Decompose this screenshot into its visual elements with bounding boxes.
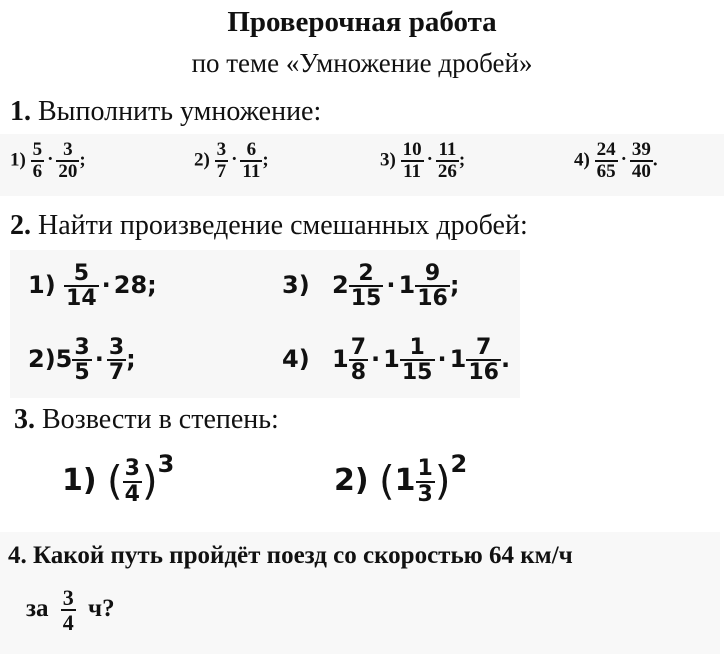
- task-1-number: 1.: [10, 96, 31, 127]
- multiply-dot: ·: [101, 271, 111, 300]
- fraction: $\frac{7}{16}$: [468, 335, 499, 386]
- item-label: 4): [574, 149, 590, 171]
- task-2-item-4: 4) 1 $\frac{7}{8}$ · 1 $\frac{1}{15}$ · 1 $\frac{7}{16}$ .: [282, 335, 511, 386]
- task-1-item-2: 2) $\frac{3}{7}$ · $\frac{6}{11}$ ;: [194, 139, 269, 182]
- fraction: $\frac{3}{4}$: [124, 456, 140, 507]
- task-3-text: Возвести в степень:: [42, 404, 279, 435]
- item-label: 3): [282, 271, 310, 300]
- task-1-item-1: 1) $\frac{5}{6}$ · $\frac{3}{20}$ ;: [10, 139, 86, 182]
- fraction: $\frac{3}{5}$: [74, 335, 90, 386]
- task-4-suffix: ч?: [88, 594, 115, 622]
- multiply-dot: ·: [437, 345, 447, 374]
- task-3-heading: [14, 404, 279, 436]
- fraction: $\frac{6}{11}$: [242, 139, 261, 182]
- fraction: $\frac{1}{3}$: [417, 456, 433, 507]
- task-2-number: 2.: [10, 210, 31, 241]
- task-1-text: Выполнить умножение:: [38, 96, 322, 127]
- task-2-text: Найти произведение смешанных дробей:: [38, 210, 528, 241]
- fraction: $\frac{7}{8}$: [350, 335, 367, 386]
- item-label: 1): [10, 149, 26, 171]
- fraction: $\frac{5}{14}$: [66, 261, 97, 312]
- exponent: 3: [157, 450, 175, 478]
- task-4-prefix: за: [26, 594, 49, 622]
- multiply-dot: ·: [426, 149, 433, 171]
- fraction: $\frac{3}{20}$: [58, 139, 78, 182]
- multiply-dot: ·: [231, 149, 238, 171]
- task-1-item-4: 4) $\frac{24}{65}$ · $\frac{39}{40}$ .: [574, 139, 658, 182]
- fraction: $\frac{3}{7}$: [216, 139, 227, 182]
- fraction: $\frac{3}{4}$: [62, 585, 74, 636]
- task-2-heading: [10, 210, 528, 242]
- item-label: 4): [282, 345, 310, 374]
- fraction: $\frac{2}{15}$: [350, 261, 382, 312]
- page-subtitle: по теме «Умножение дробей»: [191, 48, 533, 78]
- task-2-item-1: 1) $\frac{5}{14}$ · 28;: [28, 261, 157, 312]
- task-1-item-3: 3) $\frac{10}{11}$ · $\frac{11}{26}$ ;: [380, 139, 466, 182]
- fraction: $\frac{5}{6}$: [32, 139, 43, 182]
- fraction: $\frac{39}{40}$: [631, 139, 651, 182]
- task-4-line-2: [26, 586, 115, 634]
- fraction: $\frac{3}{7}$: [108, 335, 125, 386]
- multiply-dot: ·: [620, 149, 627, 171]
- multiply-dot: ·: [94, 345, 104, 374]
- fraction: $\frac{9}{16}$: [417, 261, 448, 312]
- fraction: $\frac{24}{65}$: [596, 139, 616, 182]
- item-label: 2): [194, 149, 210, 171]
- multiply-dot: ·: [47, 149, 54, 171]
- multiply-dot: ·: [371, 345, 381, 374]
- item-label: 2): [334, 463, 369, 498]
- task-2-item-3: 3) 2 $\frac{2}{15}$ · 1 $\frac{9}{16}$ ;: [282, 261, 460, 312]
- task-2-item-2: 2)5 $\frac{3}{5}$ · $\frac{3}{7}$ ;: [28, 335, 136, 386]
- task-4-number: 4.: [8, 542, 27, 569]
- multiply-dot: ·: [386, 271, 396, 300]
- fraction: $\frac{1}{15}$: [401, 335, 433, 386]
- task-4-line-1: [8, 542, 573, 570]
- item-label: 2): [28, 345, 56, 374]
- task-3-item-1: 1) ( $\frac{3}{4}$ )$^3$: [62, 450, 175, 507]
- task-4-text: Какой путь пройдёт поезд со скоростью 64 км/ч: [33, 542, 573, 569]
- fraction: $\frac{11}{26}$: [437, 139, 457, 182]
- task-3-item-2: 2) (1 $\frac{1}{3}$ )$^2$: [334, 450, 468, 507]
- item-label: 1): [28, 271, 56, 300]
- task-1-heading: [10, 96, 321, 128]
- fraction: $\frac{10}{11}$: [402, 139, 422, 182]
- page-title: Проверочная работа: [227, 6, 497, 38]
- item-label: 3): [380, 149, 396, 171]
- item-label: 1): [62, 463, 97, 498]
- exponent: 2: [450, 450, 468, 478]
- task-3-number: 3.: [14, 404, 35, 435]
